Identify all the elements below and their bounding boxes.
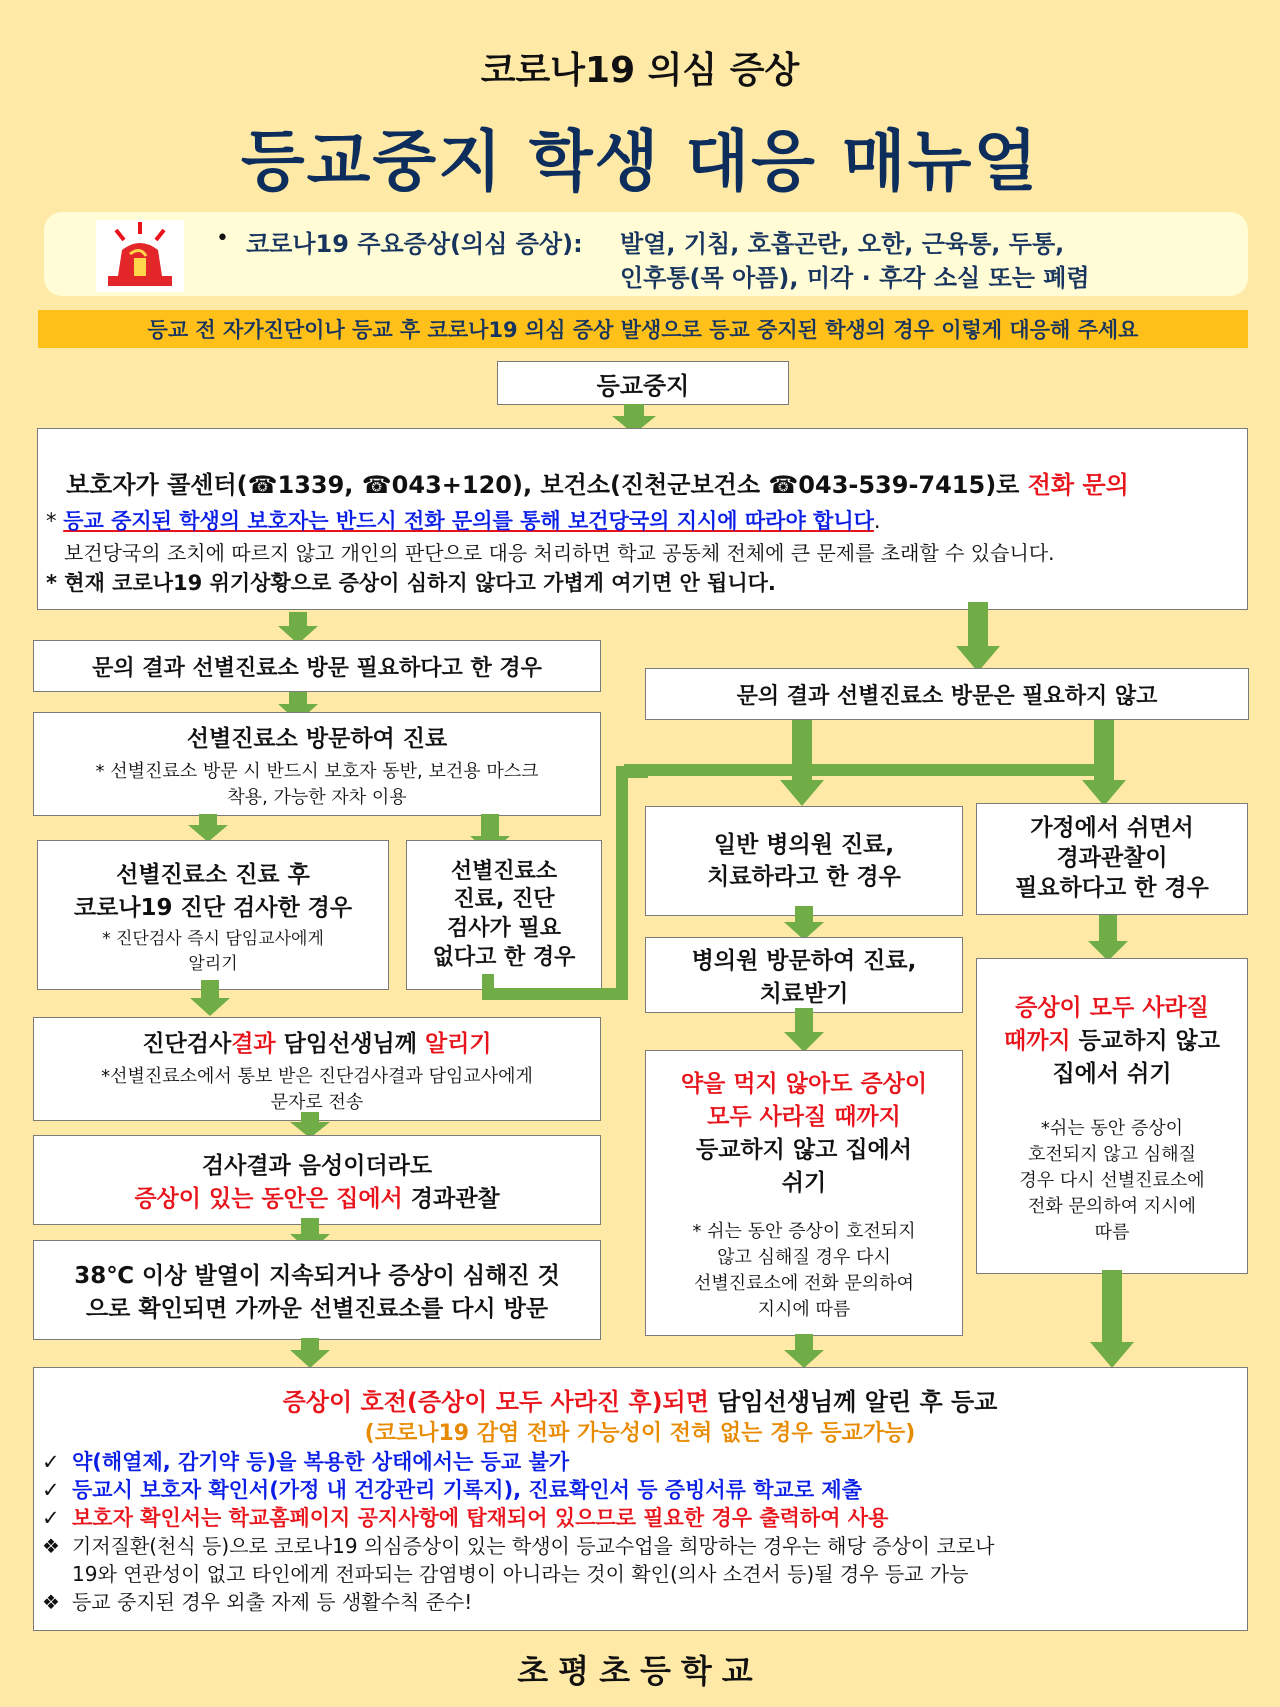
rest-note-line2: 않고 심해질 경우 다시 [717, 1247, 891, 1268]
no-test-line3: 검사가 필요 [447, 916, 561, 941]
subtitle: 코로나19 의심 증상 [480, 50, 800, 91]
home-note-line4: 전화 문의하여 지시에 [1028, 1195, 1196, 1217]
home-red-line2: 때까지 [1004, 1027, 1071, 1054]
visit-title: 선별진료소 방문하여 진료 [186, 725, 448, 752]
arrow-down-icon [1090, 1270, 1134, 1368]
negative-box [33, 1135, 601, 1225]
clinic-line1: 일반 병의원 진료, [713, 831, 895, 858]
arrow-down-icon [188, 814, 228, 842]
result-text-b: 결과 [231, 1030, 276, 1057]
result-heading [142, 1025, 491, 1058]
arrow-down-icon [780, 720, 824, 806]
arrow-down-icon [1088, 915, 1128, 961]
clinic-visit-line2: 치료받기 [759, 981, 849, 1007]
arrow-down-icon [784, 1334, 824, 1368]
rest-box [645, 1050, 963, 1336]
no-test-line4: 없다고 한 경우 [432, 944, 576, 970]
home-note-line2: 호전되지 않고 심해질 [1028, 1143, 1196, 1165]
home-rest-box [976, 958, 1248, 1274]
visit-note-line1: * 선별진료소 방문 시 반드시 보호자 동반, 보건용 마스크 [95, 760, 539, 782]
tested-line2: 코로나19 진단 검사한 경우 [73, 895, 353, 921]
negative-red: 증상이 있는 동안은 집에서 [134, 1186, 403, 1212]
home-rest-text-a: 등교하지 않고 [1070, 1027, 1220, 1054]
home-rest-line1 [1015, 989, 1209, 1022]
final-heading [34, 1382, 1246, 1417]
start-box-label: 등교중지 [596, 371, 690, 400]
home-red-line1: 증상이 모두 사라질 [1015, 994, 1209, 1021]
result-box [33, 1017, 601, 1121]
clinic-box [645, 806, 963, 916]
home-box [976, 803, 1248, 915]
result-note-line1: *선별진료소에서 통보 받은 진단검사결과 담임교사에게 [101, 1065, 533, 1087]
final-box [33, 1367, 1248, 1631]
result-text-a: 진단검사 [142, 1030, 232, 1057]
start-box [497, 361, 789, 405]
fever-line1: 38℃ 이상 발열이 지속되거나 증상이 심해진 것 [74, 1263, 560, 1289]
arrow-down-icon [784, 1008, 824, 1052]
final-item-1-text: 약(해열제, 감기약 등)을 복용한 상태에서는 등교 불가 [72, 1450, 570, 1474]
no-need-label: 문의 결과 선별진료소 방문은 필요하지 않고 [736, 683, 1158, 709]
final-item-2-text: 등교시 보호자 확인서(가정 내 건강관리 기록지), 진료확인서 등 증빙서류 학교로 제출 [72, 1478, 863, 1502]
negative-line2 [134, 1180, 499, 1213]
final-item-5 [42, 1586, 472, 1615]
symptom-bullet: • [216, 226, 229, 251]
rest-note-line1: * 쉬는 동안 증상이 호전되지 [692, 1221, 916, 1242]
clinic-visit-line1: 병의원 방문하여 진료, [691, 948, 917, 974]
check-icon: ✓ [42, 1478, 60, 1502]
rest-note-line4: 지시에 따름 [757, 1299, 851, 1320]
final-item-5-text: 등교 중지된 경우 외출 자제 등 생활수칙 준수! [72, 1590, 473, 1614]
final-item-3-text: 보호자 확인서는 학교홈페이지 공지사항에 탑재되어 있으므로 필요한 경우 출력하여 사용 [72, 1506, 889, 1530]
check-icon: ✓ [42, 1506, 60, 1530]
note-end: . [873, 509, 881, 533]
symptom-list-line1: 발열, 기침, 호흡곤란, 오한, 근육통, 두통, [620, 230, 1065, 258]
contact-note2: 보건당국의 조치에 따르지 않고 개인의 판단으로 대응 처리하면 학교 공동체 전체에 큰 문제를 초래할 수 있습니다. [64, 541, 1055, 565]
school-name: 초평초등학교 [517, 1652, 763, 1690]
clinic-visit-box [645, 937, 963, 1013]
fever-line2: 으로 확인되면 가까운 선별진료소를 다시 방문 [85, 1296, 549, 1322]
tested-box [37, 840, 389, 990]
final-item-4-cont: 19와 연관성이 없고 타인에게 전파되는 감염병이 아니라는 것이 확인(의사 소견서 등)될 경우 등교 가능 [72, 1562, 969, 1586]
symptom-label: 코로나19 주요증상(의심 증상): [246, 230, 583, 258]
need-visit-box [33, 640, 601, 692]
arrow-down-icon [1082, 720, 1126, 806]
arrow-down-icon [784, 906, 824, 940]
check-icon: ✓ [42, 1450, 60, 1474]
arrow-down-icon [190, 980, 230, 1016]
result-note-line2: 문자로 전송 [270, 1091, 364, 1113]
home-line2: 경과관찰이 [1056, 845, 1168, 872]
contact-box [37, 428, 1248, 610]
rest-line4: 쉬기 [781, 1170, 827, 1196]
final-item-3 [42, 1502, 888, 1532]
no-need-box [645, 668, 1249, 720]
siren-icon [96, 220, 184, 292]
note-mark: * [46, 509, 64, 533]
home-line3: 필요하다고 한 경우 [1015, 874, 1209, 901]
home-rest-line2 [1004, 1022, 1220, 1055]
contact-note3: * 현재 코로나19 위기상황으로 증상이 심하지 않다고 가볍게 여기면 안 됩니다. [46, 571, 776, 595]
contact-main-line [66, 465, 1129, 500]
visit-note-line2: 착용, 가능한 자차 이용 [227, 786, 407, 808]
contact-call-highlight: 전화 문의 [1027, 471, 1129, 499]
result-text-c: 담임선생님께 [275, 1030, 425, 1057]
clinic-line2: 치료하라고 한 경우 [707, 864, 901, 890]
result-text-d: 알리기 [424, 1030, 492, 1057]
tested-note-line1: * 진단검사 즉시 담임교사에게 [102, 929, 324, 949]
rest-red-line2: 모두 사라질 때까지 [707, 1104, 901, 1130]
diamond-icon: ❖ [42, 1534, 60, 1558]
home-rest-text-b: 집에서 쉬기 [1052, 1060, 1172, 1087]
final-item-2 [42, 1474, 862, 1504]
diamond-icon: ❖ [42, 1590, 60, 1614]
final-item-4-line1: 기저질환(천식 등)으로 코로나19 의심증상이 있는 학생이 등교수업을 희망하는 경우는 해당 증상이 코로나 [72, 1534, 995, 1558]
contact-main-text: 보호자가 콜센터(☎1339, ☎043+120), 보건소(진천군보건소 ☎043-539-7415)로 [66, 471, 1028, 499]
final-heading-red: 증상이 호전(증상이 모두 사라진 후)되면 [282, 1388, 709, 1416]
home-note-line1: *쉬는 동안 증상이 [1040, 1117, 1184, 1139]
rest-line3: 등교하지 않고 집에서 [696, 1137, 912, 1163]
negative-line1: 검사결과 음성이더라도 [201, 1153, 433, 1179]
rest-note-line3: 선별진료소에 전화 문의하여 [693, 1273, 915, 1294]
contact-note1-text: 등교 중지된 학생의 보호자는 반드시 전화 문의를 통해 보건당국의 지시에 따라야 합니다 [63, 509, 874, 533]
symptom-list-line2: 인후통(목 아픔), 미각 · 후각 소실 또는 폐렴 [620, 264, 1090, 292]
home-note-line3: 경우 다시 선별진료소에 [1019, 1169, 1205, 1191]
need-visit-label: 문의 결과 선별진료소 방문 필요하다고 한 경우 [92, 655, 542, 681]
page-title: 등교중지 학생 대응 매뉴얼 [240, 123, 1040, 200]
rest-red-line1: 약을 먹지 않아도 증상이 [680, 1071, 928, 1097]
home-line1: 가정에서 쉬면서 [1030, 815, 1194, 842]
final-item-1 [42, 1446, 569, 1476]
instruction-banner: 등교 전 자가진단이나 등교 후 코로나19 의심 증상 발생으로 등교 중지된 학생의 경우 이렇게 대응해 주세요 [38, 310, 1248, 348]
tested-line1: 선별진료소 진료 후 [116, 862, 310, 888]
home-note-line5: 따름 [1094, 1221, 1130, 1243]
branch-connector [620, 720, 1120, 810]
final-heading-end: 담임선생님께 알린 후 등교 [708, 1388, 998, 1416]
contact-note1 [46, 505, 881, 535]
final-item-4 [42, 1530, 994, 1559]
arrow-down-icon [290, 1338, 330, 1368]
fever-box [33, 1240, 601, 1340]
arrow-down-icon [956, 602, 1000, 672]
no-test-line1: 선별진료소 [450, 858, 558, 884]
negative-end: 경과관찰 [402, 1186, 500, 1212]
final-subheading: (코로나19 감염 전파 가능성이 전혀 없는 경우 등교가능) [364, 1421, 916, 1446]
no-test-line2: 진료, 진단 [453, 887, 555, 913]
tested-note-line2: 알리기 [188, 954, 238, 974]
